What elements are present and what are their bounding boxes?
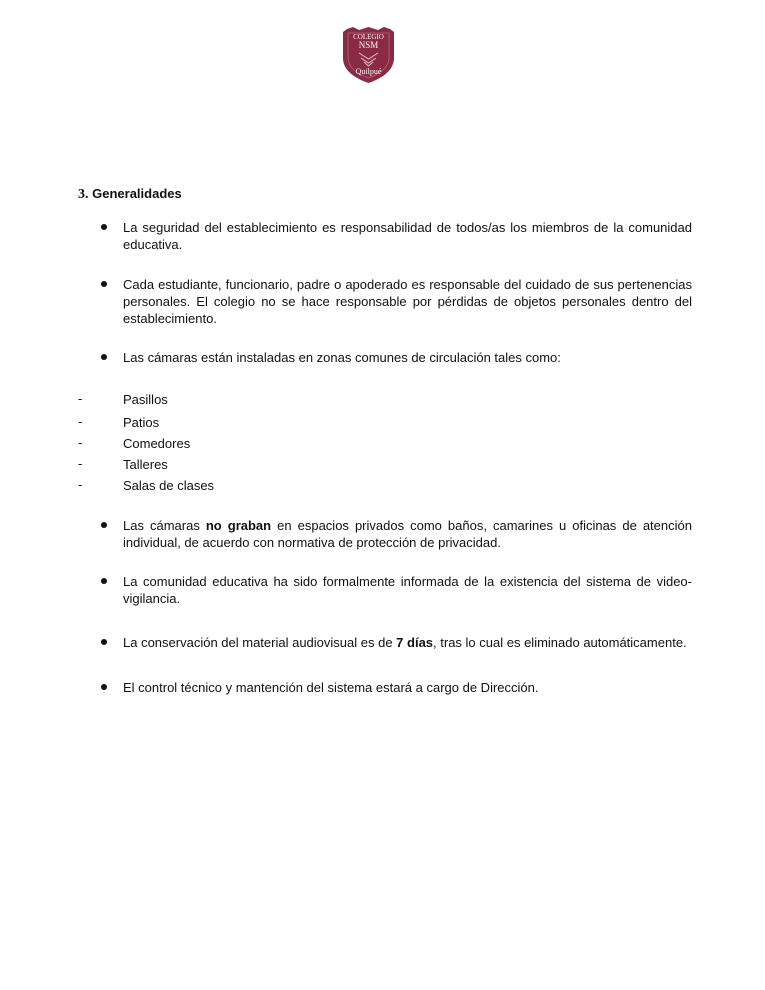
bullet-belongings (123, 276, 692, 327)
bullet-text: El control técnico y mantención del sistema estará a cargo de Dirección. (123, 680, 539, 695)
bullet-dot-icon (101, 354, 107, 360)
zone-label: Salas de clases (123, 478, 215, 493)
bullet-privacy (123, 517, 692, 551)
bullet-text-bold: no graban (205, 518, 272, 533)
dash-marker: - (78, 456, 83, 471)
zone-label: Pasillos (123, 392, 168, 407)
dash-marker: - (78, 391, 83, 406)
section-title: Generalidades (92, 186, 182, 201)
zone-label: Talleres (123, 457, 168, 472)
bullet-retention (123, 634, 692, 651)
logo-line-nsm: NSM (358, 40, 379, 50)
section-heading (78, 186, 182, 203)
zone-label: Comedores (123, 436, 191, 451)
dash-marker: - (78, 477, 83, 492)
dash-marker: - (78, 435, 83, 450)
logo-line-colegio: COLEGIO (353, 33, 384, 41)
zone-label: Patios (123, 415, 160, 430)
bullet-text: La comunidad educativa ha sido formalmente informada de la existencia del sistema de video-vigilancia. (123, 574, 692, 606)
bullet-text-after: , tras lo cual es eliminado automáticamente. (433, 635, 687, 650)
bullet-control (123, 679, 692, 696)
bullet-dot-icon (101, 281, 107, 287)
bullet-informed (123, 573, 692, 607)
bullet-text: Cada estudiante, funcionario, padre o apoderado es responsable del cuidado de sus pertenencias personales. El colegio no se hace responsable por pérdidas de objetos personales dentro del establecimiento. (123, 277, 692, 326)
bullet-text (123, 517, 692, 551)
bullet-text (123, 634, 692, 651)
bullet-dot-icon (101, 522, 107, 528)
bullet-dot-icon (101, 639, 107, 645)
bullet-text: La seguridad del establecimiento es responsabilidad de todos/as los miembros de la comunidad educativa. (123, 220, 692, 252)
bullet-dot-icon (101, 578, 107, 584)
bullet-text: Las cámaras están instaladas en zonas comunes de circulación tales como: (123, 350, 561, 365)
bullet-text-before: Las cámaras (123, 518, 206, 533)
section-number: 3. (78, 187, 89, 202)
bullet-text-bold: 7 días (396, 635, 434, 650)
bullet-security (123, 219, 692, 253)
logo-line-quilpue: Quilpué (355, 67, 382, 76)
bullet-cameras-zones (123, 349, 692, 366)
bullet-dot-icon (101, 224, 107, 230)
bullet-text-after: en espacios privados como baños, camarines u oficinas de atención individual, de acuerdo con normativa de protección de privacidad. (123, 518, 692, 550)
bullet-text-before: La conservación del material audiovisual es de (123, 635, 397, 650)
school-logo (341, 26, 396, 84)
dash-marker: - (78, 414, 83, 429)
bullet-dot-icon (101, 684, 107, 690)
